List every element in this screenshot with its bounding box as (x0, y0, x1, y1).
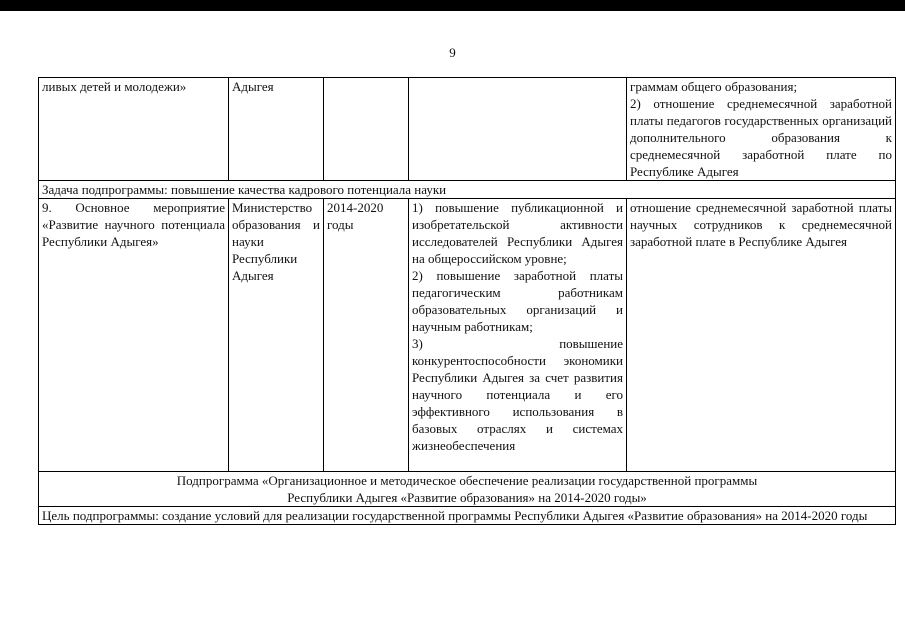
task-row (39, 181, 896, 199)
result-item: 3) повышение конкурентоспособности экономики Республики Адыгея за счет развития научного потенциала и его эффективного использования в базовых отраслях и системах жизнеобеспечения (412, 336, 623, 453)
result-item: 2) повышение заработной платы педагогическим работникам образовательных организаций и научным работникам; (412, 268, 623, 334)
goal-row (39, 507, 896, 525)
indicators-cell (627, 78, 896, 181)
subprogram-row (39, 472, 896, 507)
subprogram-title-line: Республики Адыгея «Развитие образования» на 2014-2020 годы» (287, 490, 647, 505)
period-cell (324, 78, 409, 181)
task-cell: Задача подпрограммы: повышение качества кадрового потенциала науки (39, 181, 896, 199)
table-row (39, 78, 896, 181)
event-name-cell: ливых детей и молодежи» (39, 78, 229, 181)
event-name-cell: 9. Основное мероприятие «Развитие научного потенциала Республики Адыгея» (39, 199, 229, 472)
indicator-line: граммам общего образования; (630, 79, 798, 94)
executor-cell: Министерство образования и науки Республики Адыгея (229, 199, 324, 472)
result-item: 1) повышение публикационной и изобретательской активности исследователей Республики Адыгея на общероссийском уровне; (412, 200, 623, 266)
subprogram-title-cell (39, 472, 896, 507)
results-cell (409, 78, 627, 181)
page-number: 9 (449, 45, 456, 60)
goal-cell: Цель подпрограммы: создание условий для реализации государственной программы Республики Адыгея «Развитие образования» на 2014-2020 годы (39, 507, 896, 525)
executor-cell: Адыгея (229, 78, 324, 181)
scan-top-edge (0, 0, 905, 11)
program-table (38, 77, 896, 525)
period-cell: 2014-2020 годы (324, 199, 409, 472)
table-row (39, 199, 896, 472)
results-cell (409, 199, 627, 472)
indicators-cell: отношение среднемесячной заработной платы научных сотрудников к среднемесячной заработной плате в Республике Адыгея (627, 199, 896, 472)
indicator-line: 2) отношение среднемесячной заработной платы педагогов государственных организаций дополнительного образования к среднемесячной заработной плате по Республике Адыгея (630, 96, 892, 179)
subprogram-title-line: Подпрограмма «Организационное и методическое обеспечение реализации государственной программы (176, 473, 758, 488)
